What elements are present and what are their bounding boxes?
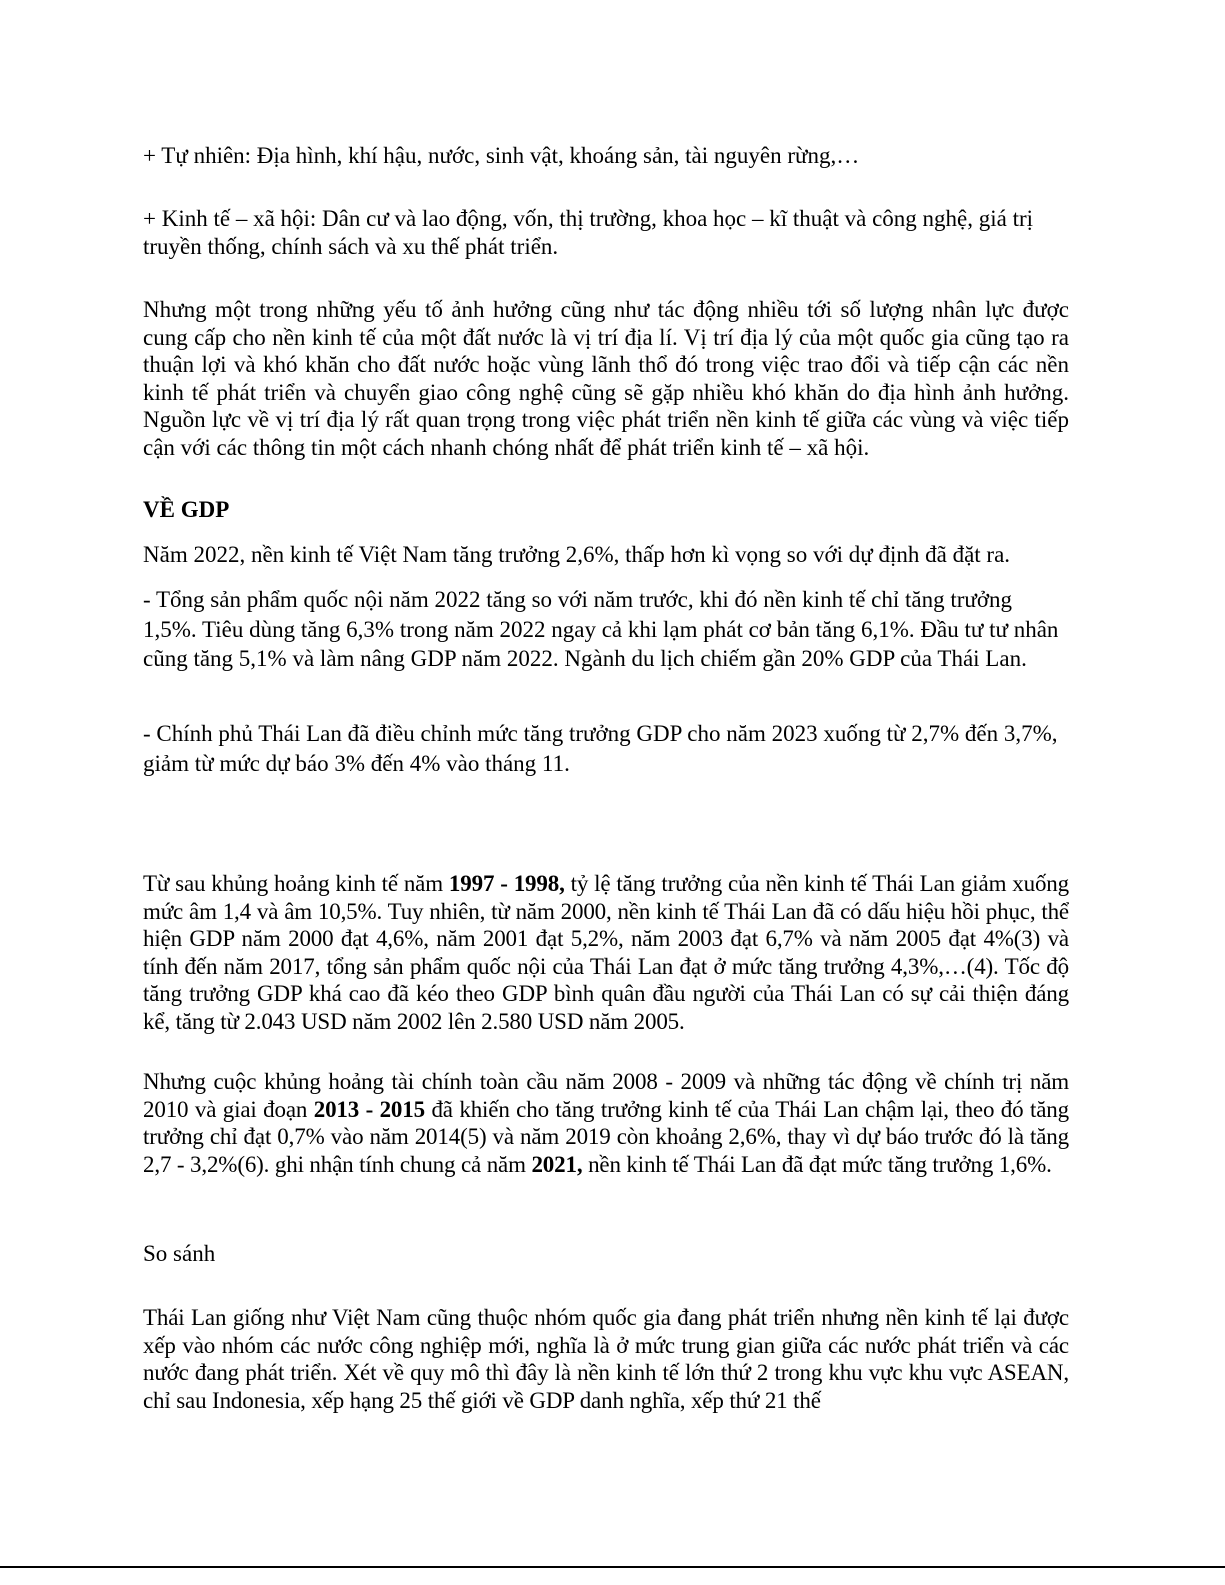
document-page	[143, 0, 1069, 1585]
thailand-2023-paragraph: - Chính phủ Thái Lan đã điều chỉnh mức tăng trưởng GDP cho năm 2023 xuống từ 2,7% đến 3,7%, giảm từ mức dự báo 3% đến 4% vào tháng 11.	[143, 721, 1058, 776]
compare-label: So sánh	[143, 1241, 216, 1266]
vietnam-2022-paragraph: Năm 2022, nền kinh tế Việt Nam tăng trưởng 2,6%, thấp hơn kì vọng so với dự định đã đặt ra.	[143, 542, 1011, 567]
gdp-heading: VỀ GDP	[143, 497, 230, 522]
global-crisis-period-bold: 2013 - 2015	[313, 1096, 425, 1122]
thailand-2022-paragraph: - Tổng sản phẩm quốc nội năm 2022 tăng so với năm trước, khi đó nền kinh tế chỉ tăng trưởng 1,5%. Tiêu dùng tăng 6,3% trong năm 2022 ngay cả khi lạm phát cơ bản tăng 6,1%. Đầu tư tư nhân cũng tăng 5,1% và làm nâng GDP năm 2022. Ngành du lịch chiếm gần 20% GDP của Thái Lan.	[143, 587, 1059, 672]
global-crisis-text-1: Nhưng cuộc khủng hoảng tài chính toàn cầu năm 2008 - 2009 và những tác động về chính trị năm 2010 và giai đoạn	[143, 1069, 1069, 1122]
global-crisis-text-3: nền kinh tế Thái Lan đã đạt mức tăng trưởng 1,6%.	[582, 1151, 1052, 1177]
factors-natural: + Tự nhiên: Địa hình, khí hậu, nước, sinh vật, khoáng sản, tài nguyên rừng,…	[143, 143, 860, 168]
compare-paragraph: Thái Lan giống như Việt Nam cũng thuộc nhóm quốc gia đang phát triển nhưng nền kinh tế lại được xếp vào nhóm các nước công nghiệp mới, nghĩa là ở mức trung gian giữa các nước phát triển và các nước đang phát triển. Xét về quy mô thì đây là nền kinh tế lớn thứ 2 trong khu vực khu vực ASEAN, chỉ sau Indonesia, xếp hạng 25 thế giới về GDP danh nghĩa, xếp thứ 21 thế	[143, 1305, 1069, 1413]
factors-socioeconomic: + Kinh tế – xã hội: Dân cư và lao động, vốn, thị trường, khoa học – kĩ thuật và công nghệ, giá trị truyền thống, chính sách và xu thế phát triển.	[143, 206, 1034, 259]
crisis-text-1: Từ sau khủng hoảng kinh tế năm	[143, 871, 449, 896]
location-paragraph: Nhưng một trong những yếu tố ảnh hưởng cũng như tác động nhiều tới số lượng nhân lực được cung cấp cho nền kinh tế của một đất nước là vị trí địa lí. Vị trí địa lý của một quốc gia cũng tạo ra thuận lợi và khó khăn cho đất nước hoặc vùng lãnh thổ đó trong việc trao đổi và tiếp cận các nền kinh tế phát triển và chuyển giao công nghệ cũng sẽ gặp nhiều khó khăn do địa hình ảnh hưởng. Nguồn lực về vị trí địa lý rất quan trọng trong việc phát triển nền kinh tế giữa các vùng và việc tiếp cận với các thông tin một cách nhanh chóng nhất để phát triển kinh tế – xã hội.	[143, 297, 1069, 460]
crisis-years-bold: 1997 - 1998,	[448, 871, 565, 896]
global-crisis-year-bold: 2021,	[531, 1151, 583, 1177]
page-bottom-border	[0, 1566, 1225, 1568]
global-crisis-text-2: đã khiến cho tăng trưởng kinh tế của Thái Lan chậm lại, theo đó tăng trưởng chỉ đạt 0,7% vào năm 2014(5) và năm 2019 còn khoảng 2,6%, thay vì dự báo trước đó là tăng 2,7 - 3,2%(6). ghi nhận tính chung cả năm	[143, 1096, 1069, 1177]
crisis-text-2: tỷ lệ tăng trưởng của nền kinh tế Thái Lan giảm xuống mức âm 1,4 và âm 10,5%. Tuy nhiên, từ năm 2000, nền kinh tế Thái Lan đã có dấu hiệu hồi phục, thể hiện GDP năm 2000 đạt 4,6%, năm 2001 đạt 5,2%, năm 2003 đạt 6,7% và năm 2005 đạt 4%(3) và tính đến năm 2017, tổng sản phẩm quốc nội của Thái Lan đạt ở mức tăng trưởng 4,3%,…(4). Tốc độ tăng trưởng GDP khá cao đã kéo theo GDP bình quân đầu người của Thái Lan có sự cải thiện đáng kể, tăng từ 2.043 USD năm 2002 lên 2.580 USD năm 2005.	[143, 871, 1069, 1034]
global-crisis-paragraph	[143, 1068, 1069, 1178]
crisis-paragraph	[143, 870, 1069, 1035]
